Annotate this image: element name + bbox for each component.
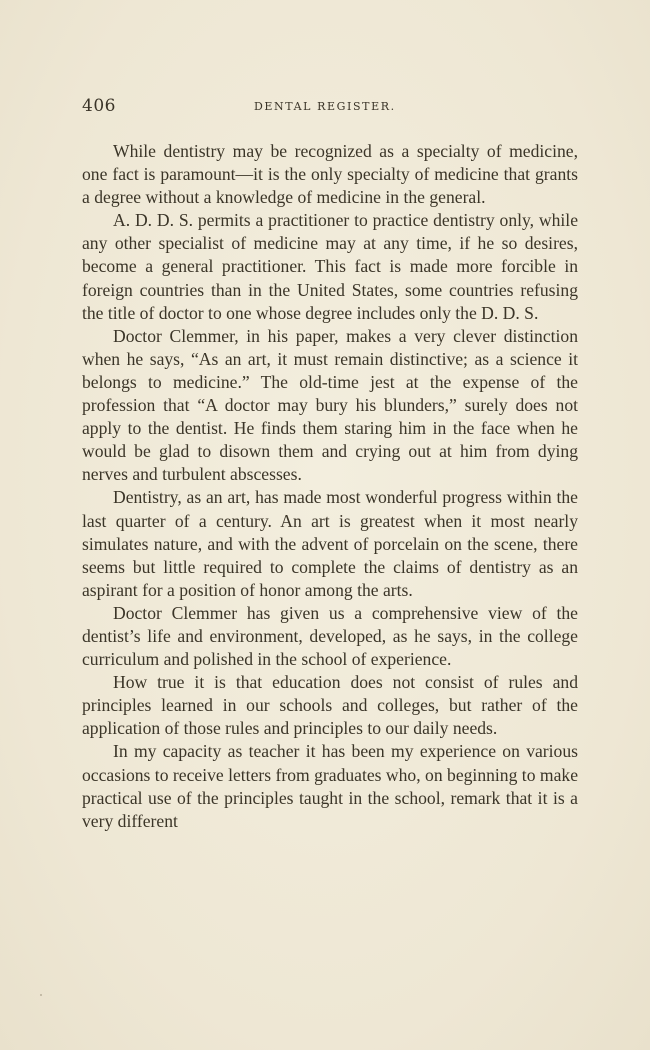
paragraph: While dentistry may be recognized as a specialty of medicine, one fact is paramount—it is the only specialty of medicine that grants a degree without a knowledge of medicine in the general. — [82, 141, 578, 208]
body-text — [82, 140, 578, 833]
paper-speck — [40, 994, 42, 996]
paragraph: How true it is that education does not consist of rules and principles learned in our schools and colleges, but rather of the application of those rules and principles to our daily needs. — [82, 672, 578, 739]
paragraph: Dentistry, as an art, has made most wonderful progress within the last quarter of a century. An art is greatest when it most nearly simulates nature, and with the advent of porcelain on the scene, there seems but little required to complete the claims of dentistry as an aspirant for a position of honor among the arts. — [82, 487, 578, 600]
paragraph: In my capacity as teacher it has been my experience on various occasions to receive letters from graduates who, on beginning to make practical use of the principles taught in the school, remark that it is a very different — [82, 741, 578, 831]
page-number: 406 — [82, 96, 116, 116]
paragraph: Doctor Clemmer has given us a comprehensive view of the dentist’s life and environment, developed, as he says, in the college curriculum and polished in the school of experience. — [82, 602, 578, 670]
paragraph: A. D. D. S. permits a practitioner to practice dentistry only, while any other specialist of medicine may at any time, if he so desires, become a general practitioner. This fact is made more forcible in foreign countries than in the United States, some countries refusing the title of doctor to one whose degree includes only the D. D. S. — [82, 210, 578, 323]
running-title: DENTAL REGISTER. — [254, 100, 396, 113]
running-head — [82, 96, 582, 120]
paragraph: Doctor Clemmer, in his paper, makes a very clever distinction when he says, “As an art, it must remain distinctive; as a science it belongs to medicine.” The old-time jest at the expense of the profession that “A doctor may bury his blunders,” surely does not apply to the dentist. He finds them staring him in the face when he would be glad to disown them and crying out at him from dying nerves and turbulent abscesses. — [82, 325, 578, 485]
